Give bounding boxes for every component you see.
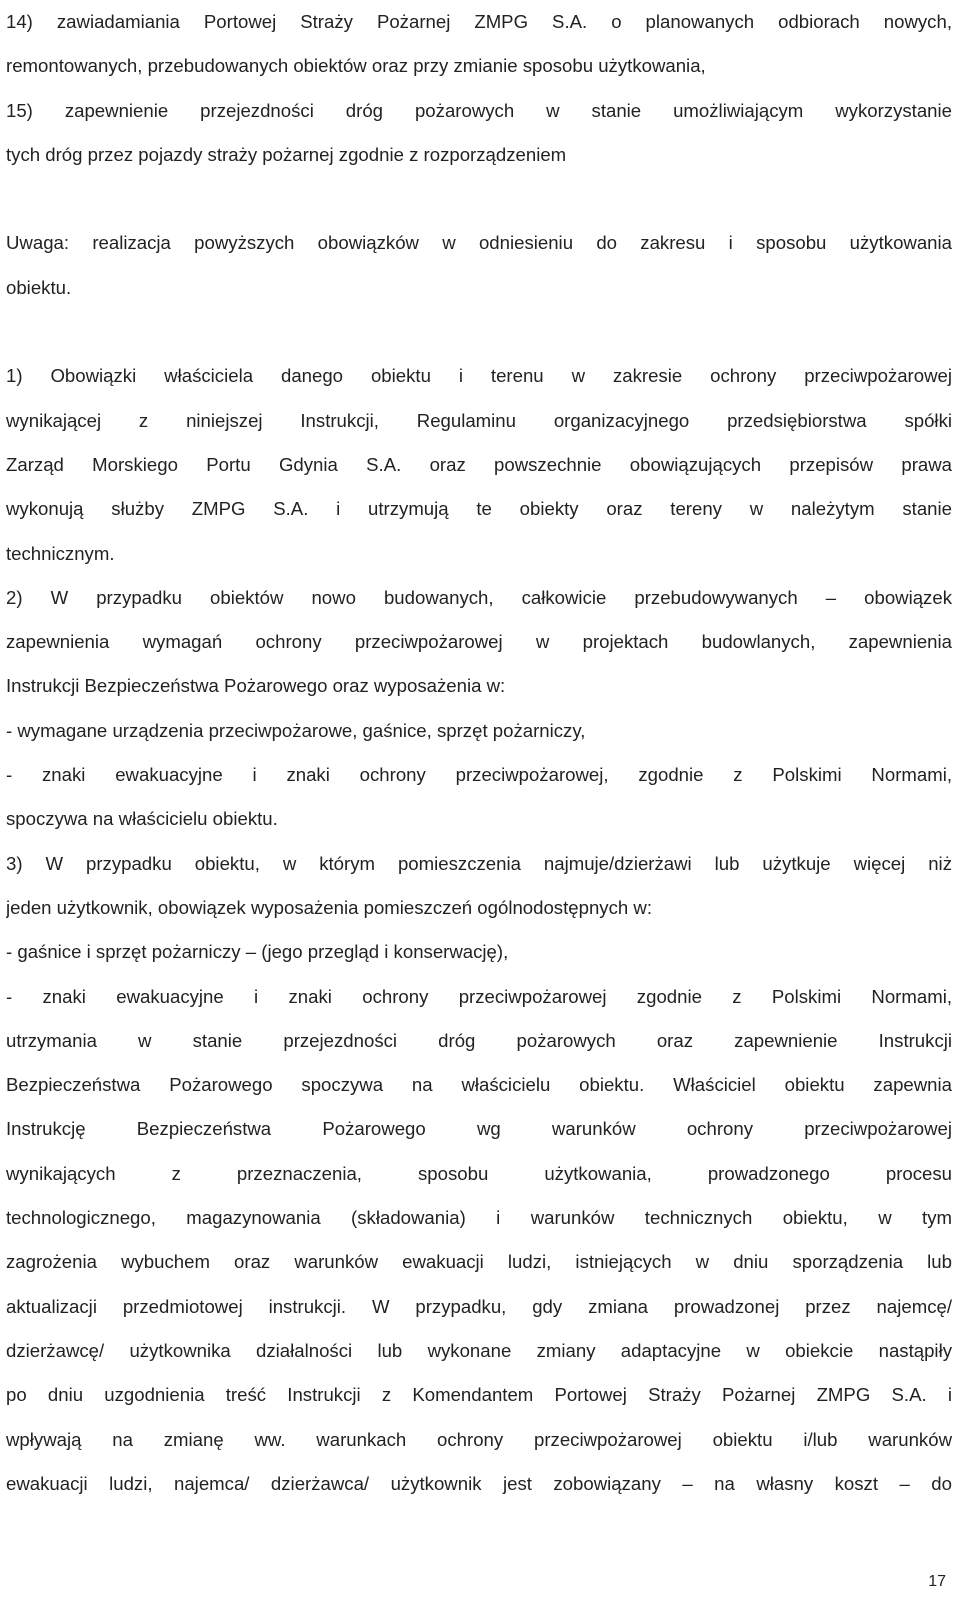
text-line: - gaśnice i sprzęt pożarniczy – (jego przegląd i konserwację), (6, 941, 509, 963)
text-line: obiektu. (6, 276, 72, 298)
text-line: 1) Obowiązki właściciela danego obiektu i terenu w zakresie ochrony przeciwpożarowej (6, 365, 952, 387)
text-line: spoczywa na właścicielu obiektu. (6, 808, 278, 830)
text-line: aktualizacji przedmiotowej instrukcji. W przypadku, gdy zmiana prowadzonej przez najemcę/ (6, 1295, 952, 1317)
section-2-paragraph (6, 576, 952, 842)
text-line: wpływają na zmianę ww. warunkach ochrony przeciwpożarowej obiektu i/lub warunków (6, 1428, 952, 1450)
text-line: technicznym. (6, 542, 115, 564)
text-line: jeden użytkownik, obowiązek wyposażenia pomieszczeń ogólnodostępnych w: (6, 896, 652, 918)
text-line: Instrukcji Bezpieczeństwa Pożarowego oraz wyposażenia w: (6, 675, 506, 697)
text-line: 2) W przypadku obiektów nowo budowanych, całkowicie przebudowywanych – obowiązek (6, 586, 952, 608)
text-line: 14) zawiadamiania Portowej Straży Pożarnej ZMPG S.A. o planowanych odbiorach nowych, (6, 11, 952, 32)
text-line: - znaki ewakuacyjne i znaki ochrony przeciwpożarowej, zgodnie z Polskimi Normami, (6, 764, 952, 786)
text-line: Uwaga: realizacja powyższych obowiązków w odniesieniu do zakresu i sposobu użytkowania (6, 232, 952, 254)
text-line: wynikającej z niniejszej Instrukcji, Regulaminu organizacyjnego przedsiębiorstwa spółki (6, 409, 952, 431)
section-3-paragraph (6, 842, 952, 1506)
text-line: Zarząd Morskiego Portu Gdynia S.A. oraz powszechnie obowiązujących przepisów prawa (6, 453, 952, 475)
text-line: tych dróg przez pojazdy straży pożarnej zgodnie z rozporządzeniem (6, 143, 567, 165)
spacer (6, 177, 952, 221)
section-1-paragraph (6, 354, 952, 575)
text-line: wynikających z przeznaczenia, sposobu użytkowania, prowadzonego procesu (6, 1162, 952, 1184)
text-line: po dniu uzgodnienia treść Instrukcji z Komendantem Portowej Straży Pożarnej ZMPG S.A. i (6, 1384, 952, 1406)
text-line: Instrukcję Bezpieczeństwa Pożarowego wg warunków ochrony przeciwpożarowej (6, 1118, 952, 1140)
text-line: Bezpieczeństwa Pożarowego spoczywa na właścicielu obiektu. Właściciel obiektu zapewnia (6, 1074, 952, 1096)
items-14-15 (6, 0, 952, 177)
document-page (6, 0, 952, 1506)
text-line: 3) W przypadku obiektu, w którym pomieszczenia najmuje/dzierżawi lub użytkuje więcej niż (6, 852, 952, 874)
spacer (6, 310, 952, 354)
text-line: zagrożenia wybuchem oraz warunków ewakuacji ludzi, istniejących w dniu sporządzenia lub (6, 1251, 952, 1273)
text-line: ewakuacji ludzi, najemca/ dzierżawca/ użytkownik jest zobowiązany – na własny koszt – do (6, 1472, 952, 1494)
text-line: technologicznego, magazynowania (składowania) i warunków technicznych obiektu, w tym (6, 1207, 952, 1229)
text-line: zapewnienia wymagań ochrony przeciwpożarowej w projektach budowlanych, zapewnienia (6, 631, 952, 653)
text-line: utrzymania w stanie przejezdności dróg pożarowych oraz zapewnienie Instrukcji (6, 1029, 952, 1051)
text-line: wykonują służby ZMPG S.A. i utrzymują te obiekty oraz tereny w należytym stanie (6, 498, 952, 520)
note-paragraph (6, 221, 952, 310)
page-number: 17 (928, 1573, 946, 1590)
text-line: 15) zapewnienie przejezdności dróg pożarowych w stanie umożliwiającym wykorzystanie (6, 99, 952, 121)
text-line: dzierżawcę/ użytkownika działalności lub wykonane zmiany adaptacyjne w obiekcie nastąpiły (6, 1339, 952, 1361)
text-line: - wymagane urządzenia przeciwpożarowe, gaśnice, sprzęt pożarniczy, (6, 719, 586, 741)
text-line: - znaki ewakuacyjne i znaki ochrony przeciwpożarowej zgodnie z Polskimi Normami, (6, 985, 952, 1007)
text-line: remontowanych, przebudowanych obiektów oraz przy zmianie sposobu użytkowania, (6, 55, 706, 77)
